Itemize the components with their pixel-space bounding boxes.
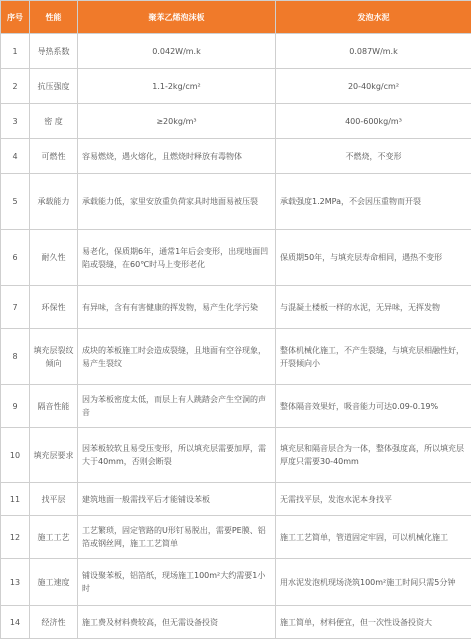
eps-value: 承载能力低，家里安放重负荷家具时地面易被压裂 bbox=[78, 174, 276, 230]
eps-value: 因为苯板密度太低，而层上有人跳踏会产生空洞的声音 bbox=[78, 385, 276, 428]
header-eps-board: 聚苯乙烯泡沫板 bbox=[78, 1, 276, 34]
eps-value: 铺设聚苯板，铝箔纸，现场施工100m²大约需要1小时 bbox=[78, 559, 276, 606]
property-name: 找平层 bbox=[30, 483, 78, 516]
row-number: 8 bbox=[1, 329, 30, 385]
table-row bbox=[1, 606, 471, 639]
property-name: 耐久性 bbox=[30, 230, 78, 286]
table-row bbox=[1, 385, 471, 428]
property-name: 导热系数 bbox=[30, 34, 78, 69]
foam-value: 不燃烧，不变形 bbox=[276, 139, 471, 174]
table-row bbox=[1, 34, 471, 69]
eps-value: 因苯板较软且易受压变形，所以填充层需要加厚，需大于40mm，否则会断裂 bbox=[78, 428, 276, 483]
table-row bbox=[1, 139, 471, 174]
property-name: 抗压强度 bbox=[30, 69, 78, 104]
eps-value: 1.1-2kg/cm² bbox=[78, 69, 276, 104]
property-name: 经济性 bbox=[30, 606, 78, 639]
header-property: 性能 bbox=[30, 1, 78, 34]
foam-value: 整体隔音效果好，吸音能力可达0.09-0.19% bbox=[276, 385, 471, 428]
eps-value: 0.042W/m.k bbox=[78, 34, 276, 69]
foam-value: 施工简单，材料便宜，但一次性设备投资大 bbox=[276, 606, 471, 639]
eps-value: 易老化，保质期6年，通常1年后会变形，出现地面凹陷或裂缝，在60℃时马上变形老化 bbox=[78, 230, 276, 286]
eps-value: ≥20kg/m³ bbox=[78, 104, 276, 139]
table-row bbox=[1, 329, 471, 385]
row-number: 7 bbox=[1, 286, 30, 329]
foam-value: 用水泥发泡机现场浇筑100m²施工时间只需5分钟 bbox=[276, 559, 471, 606]
row-number: 2 bbox=[1, 69, 30, 104]
table-row bbox=[1, 286, 471, 329]
property-name: 隔音性能 bbox=[30, 385, 78, 428]
foam-value: 保质期50年，与填充层寿命相同，遇热不变形 bbox=[276, 230, 471, 286]
property-name: 环保性 bbox=[30, 286, 78, 329]
foam-value: 0.087W/m.k bbox=[276, 34, 471, 69]
foam-value: 施工工艺简单，管道固定牢固，可以机械化施工 bbox=[276, 516, 471, 559]
foam-value: 承载强度1.2MPa，不会因压重物而开裂 bbox=[276, 174, 471, 230]
header-no: 序号 bbox=[1, 1, 30, 34]
foam-value: 填充层和隔音层合为一体，整体强度高，所以填充层厚度只需要30-40mm bbox=[276, 428, 471, 483]
row-number: 6 bbox=[1, 230, 30, 286]
foam-value: 整体机械化施工，不产生裂缝，与填充层相融性好，开裂倾向小 bbox=[276, 329, 471, 385]
table-row bbox=[1, 483, 471, 516]
foam-value: 20-40kg/cm² bbox=[276, 69, 471, 104]
table-row bbox=[1, 516, 471, 559]
property-name: 施工速度 bbox=[30, 559, 78, 606]
property-name: 填充层裂纹倾向 bbox=[30, 329, 78, 385]
row-number: 1 bbox=[1, 34, 30, 69]
property-name: 填充层要求 bbox=[30, 428, 78, 483]
row-number: 13 bbox=[1, 559, 30, 606]
table-row bbox=[1, 428, 471, 483]
table-row bbox=[1, 69, 471, 104]
row-number: 11 bbox=[1, 483, 30, 516]
row-number: 9 bbox=[1, 385, 30, 428]
eps-value: 有异味，含有有害健康的挥发物，易产生化学污染 bbox=[78, 286, 276, 329]
table-row bbox=[1, 104, 471, 139]
foam-value: 400-600kg/m³ bbox=[276, 104, 471, 139]
table-row bbox=[1, 230, 471, 286]
property-name: 承载能力 bbox=[30, 174, 78, 230]
row-number: 12 bbox=[1, 516, 30, 559]
row-number: 10 bbox=[1, 428, 30, 483]
header-foam-cement: 发泡水泥 bbox=[276, 1, 471, 34]
foam-value: 与混凝土楼板一样的水泥，无异味，无挥发物 bbox=[276, 286, 471, 329]
property-name: 施工工艺 bbox=[30, 516, 78, 559]
header-row bbox=[1, 1, 471, 34]
property-name: 密 度 bbox=[30, 104, 78, 139]
eps-value: 工艺繁琐，固定管路的U形钉易脱出，需要PE膜、铝箔或钢丝网，施工工艺简单 bbox=[78, 516, 276, 559]
eps-value: 容易燃烧，遇火熔化，且燃烧时释放有毒物体 bbox=[78, 139, 276, 174]
foam-value: 无需找平层，发泡水泥本身找平 bbox=[276, 483, 471, 516]
table-row bbox=[1, 559, 471, 606]
table-row bbox=[1, 174, 471, 230]
row-number: 5 bbox=[1, 174, 30, 230]
row-number: 14 bbox=[1, 606, 30, 639]
eps-value: 建筑地面一般需找平后才能铺设苯板 bbox=[78, 483, 276, 516]
row-number: 3 bbox=[1, 104, 30, 139]
row-number: 4 bbox=[1, 139, 30, 174]
property-name: 可燃性 bbox=[30, 139, 78, 174]
eps-value: 施工费及材料费较高，但无需设备投资 bbox=[78, 606, 276, 639]
eps-value: 成块的苯板施工时会造成裂缝，且地面有空谷现象，易产生裂纹 bbox=[78, 329, 276, 385]
